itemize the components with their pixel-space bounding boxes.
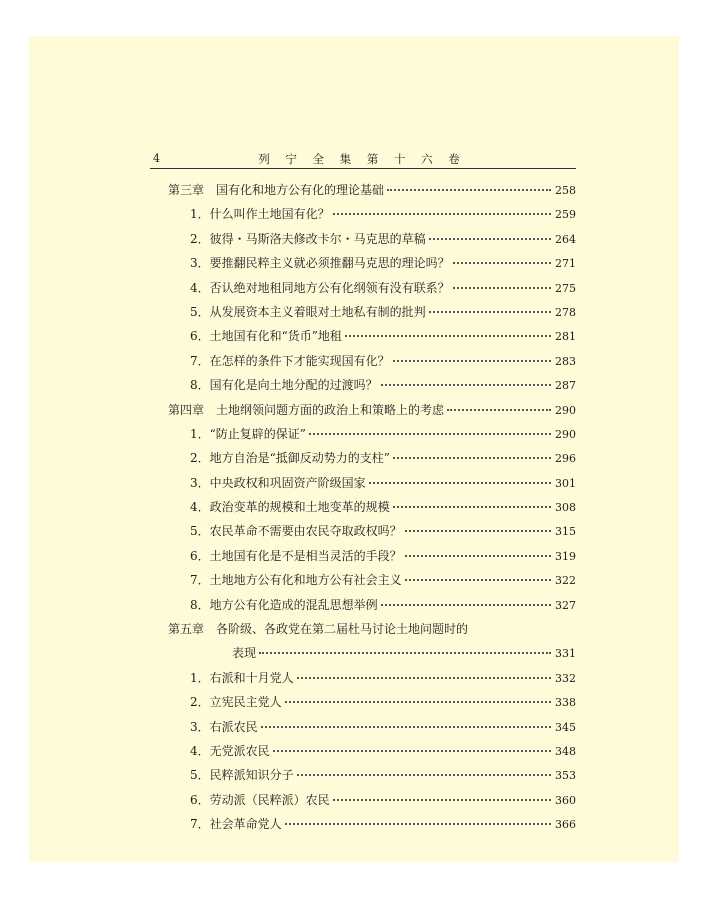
toc-page-number: 290: [555, 403, 576, 417]
toc-page-number: 322: [555, 574, 576, 588]
toc-entry-title: 土地纲领问题方面的政治上和策略上的考虑: [216, 402, 445, 417]
toc-entry-title: 国有化和地方公有化的理论基础: [216, 183, 385, 197]
dot-leader: [453, 262, 551, 264]
toc-entry-label: [150, 303, 426, 320]
toc-entry-title: 1．“防止复辟的保证”: [190, 426, 306, 441]
toc-chapter-entry[interactable]: [150, 401, 576, 425]
toc-page-number: 331: [555, 647, 576, 661]
toc-page-number: 301: [555, 476, 576, 490]
page-number: 4: [153, 152, 160, 165]
toc-entry[interactable]: [150, 644, 576, 668]
chapter-number: 第三章: [168, 183, 205, 197]
toc-chapter-entry[interactable]: [150, 181, 576, 205]
table-of-contents: [150, 181, 576, 840]
toc-entry-label: [150, 620, 576, 637]
toc-entry-label: [150, 791, 330, 808]
dot-leader: [393, 506, 551, 508]
toc-entry-title: 1．什么叫作土地国有化？: [190, 207, 330, 222]
toc-entry-label: [150, 376, 378, 393]
toc-page-number: 308: [555, 501, 576, 515]
toc-page-number: 296: [555, 452, 576, 466]
dot-leader: [297, 774, 551, 776]
toc-entry[interactable]: [150, 205, 576, 229]
chapter-number: 第五章: [168, 622, 205, 637]
toc-page-number: 319: [555, 549, 576, 563]
toc-entry-title: 4．否认绝对地租同地方公有化纲领有没有联系？: [190, 280, 450, 295]
toc-entry[interactable]: [150, 571, 576, 595]
toc-entry-title: 3．中央政权和巩固资产阶级国家: [190, 475, 366, 490]
dot-leader: [405, 555, 551, 557]
book-title: 列 宁 全 集 第 十 六 卷: [258, 152, 466, 166]
toc-entry-title: 7．土地地方公有化和地方公有社会主义: [190, 573, 402, 588]
chapter-number: 第四章: [168, 402, 205, 417]
toc-entry[interactable]: [150, 718, 576, 742]
toc-page-number: 338: [555, 696, 576, 710]
toc-entry-label: [150, 644, 256, 661]
dot-leader: [309, 433, 551, 435]
toc-entry-title: 4．政治变革的规模和土地变革的规模: [190, 500, 390, 515]
running-header: [150, 150, 574, 170]
toc-entry-label: [150, 401, 444, 418]
toc-page-number: 353: [555, 769, 576, 783]
dot-leader: [393, 360, 551, 362]
toc-page-number: 360: [555, 793, 576, 807]
toc-page-number: 271: [555, 257, 576, 271]
dot-leader: [345, 335, 551, 337]
toc-entry[interactable]: [150, 230, 576, 254]
toc-page-number: 345: [555, 720, 576, 734]
toc-page-number: 258: [555, 184, 576, 197]
toc-entry-title: 6．土地国有化是不是相当灵活的手段？: [190, 548, 402, 563]
toc-entry[interactable]: [150, 522, 576, 546]
toc-page-number: 283: [555, 354, 576, 368]
toc-entry[interactable]: [150, 474, 576, 498]
dot-leader: [261, 726, 551, 728]
toc-entry[interactable]: [150, 327, 576, 351]
toc-entry[interactable]: [150, 303, 576, 327]
toc-entry[interactable]: [150, 766, 576, 790]
toc-entry[interactable]: [150, 449, 576, 473]
toc-entry-label: [150, 425, 306, 442]
toc-page-number: 275: [555, 281, 576, 295]
dot-leader: [393, 457, 551, 459]
toc-entry-label: [150, 327, 342, 344]
toc-entry-title: 5．从发展资本主义着眼对土地私有制的批判: [190, 304, 426, 319]
toc-entry-title: 7．在怎样的条件下才能实现国有化？: [190, 353, 390, 368]
toc-entry[interactable]: [150, 693, 576, 717]
toc-entry-title: 各阶级、各政党在第二届杜马讨论土地问题时的: [216, 622, 469, 637]
toc-entry[interactable]: [150, 425, 576, 449]
toc-entry[interactable]: [150, 815, 576, 839]
toc-page-number: 264: [555, 232, 576, 246]
dot-leader: [369, 482, 551, 484]
toc-entry-label: [150, 279, 450, 296]
toc-entry-label: [150, 181, 384, 198]
dot-leader: [297, 677, 551, 679]
toc-entry-label: [150, 449, 390, 466]
toc-entry-label: [150, 742, 270, 759]
toc-page-number: 287: [555, 379, 576, 393]
toc-entry-title: 表现: [232, 646, 257, 661]
toc-entry-label: [150, 718, 258, 735]
toc-entry-title: 6．土地国有化和“货币”地租: [190, 329, 342, 344]
dot-leader: [333, 799, 551, 801]
toc-entry-label: [150, 815, 282, 832]
toc-entry-title: 8．国有化是向土地分配的过渡吗？: [190, 378, 378, 393]
toc-entry-label: [150, 547, 402, 564]
toc-entry-label: [150, 766, 294, 783]
dot-leader: [405, 579, 551, 581]
toc-entry-title: 3．要推翻民粹主义就必须推翻马克思的理论吗？: [190, 256, 450, 271]
toc-page-number: 332: [555, 671, 576, 685]
toc-entry-label: [150, 205, 330, 222]
toc-entry-title: 5．民粹派知识分子: [190, 768, 294, 783]
dot-leader: [405, 530, 551, 532]
toc-entry-title: 7．社会革命党人: [190, 817, 282, 832]
toc-entry[interactable]: [150, 596, 576, 620]
toc-page-number: 259: [555, 208, 576, 222]
toc-entry-label: [150, 571, 402, 588]
dot-leader: [429, 238, 551, 240]
toc-entry-label: [150, 596, 378, 613]
toc-page-number: 315: [555, 525, 576, 539]
dot-leader: [381, 384, 551, 386]
toc-entry-title: 2．立宪民主党人: [190, 695, 282, 710]
toc-entry[interactable]: [150, 791, 576, 815]
toc-entry-label: [150, 474, 366, 491]
dot-leader: [381, 604, 551, 606]
dot-leader: [333, 213, 551, 215]
dot-leader: [273, 750, 551, 752]
toc-page-number: 348: [555, 744, 576, 758]
toc-entry[interactable]: [150, 498, 576, 522]
toc-entry-title: 2．地方自治是“抵御反动势力的支柱”: [190, 451, 390, 466]
dot-leader: [285, 701, 551, 703]
dot-leader: [447, 409, 551, 411]
toc-entry-label: [150, 230, 426, 247]
toc-entry-label: [150, 352, 390, 369]
header-rule: [150, 168, 576, 169]
toc-entry[interactable]: [150, 669, 576, 693]
toc-page-number: 281: [555, 330, 576, 344]
toc-page-number: 278: [555, 305, 576, 319]
dot-leader: [387, 189, 551, 191]
toc-page-number: 366: [555, 818, 576, 832]
toc-entry-title: 5．农民革命不需要由农民夺取政权吗？: [190, 524, 402, 539]
toc-entry-label: [150, 693, 282, 710]
toc-entry[interactable]: [150, 279, 576, 303]
toc-entry-title: 1．右派和十月党人: [190, 670, 294, 685]
toc-entry-title: 8．地方公有化造成的混乱思想举例: [190, 597, 378, 612]
toc-entry-label: [150, 254, 450, 271]
toc-entry-title: 3．右派农民: [190, 719, 258, 734]
toc-entry-label: [150, 522, 402, 539]
dot-leader: [453, 287, 551, 289]
dot-leader: [285, 823, 551, 825]
toc-entry[interactable]: [150, 547, 576, 571]
toc-chapter-entry[interactable]: [150, 620, 576, 644]
toc-page-number: 327: [555, 598, 576, 612]
toc-entry-label: [150, 669, 294, 686]
toc-entry-title: 4．无党派农民: [190, 743, 270, 758]
toc-entry[interactable]: [150, 376, 576, 400]
toc-page-number: 290: [555, 427, 576, 441]
toc-entry[interactable]: [150, 742, 576, 766]
dot-leader: [259, 652, 551, 654]
toc-entry[interactable]: [150, 254, 576, 278]
toc-entry-title: 6．劳动派（民粹派）农民: [190, 792, 330, 807]
dot-leader: [429, 311, 551, 313]
toc-entry[interactable]: [150, 352, 576, 376]
toc-entry-title: 2．彼得・马斯洛夫修改卡尔・马克思的草稿: [190, 231, 426, 246]
toc-entry-label: [150, 498, 390, 515]
